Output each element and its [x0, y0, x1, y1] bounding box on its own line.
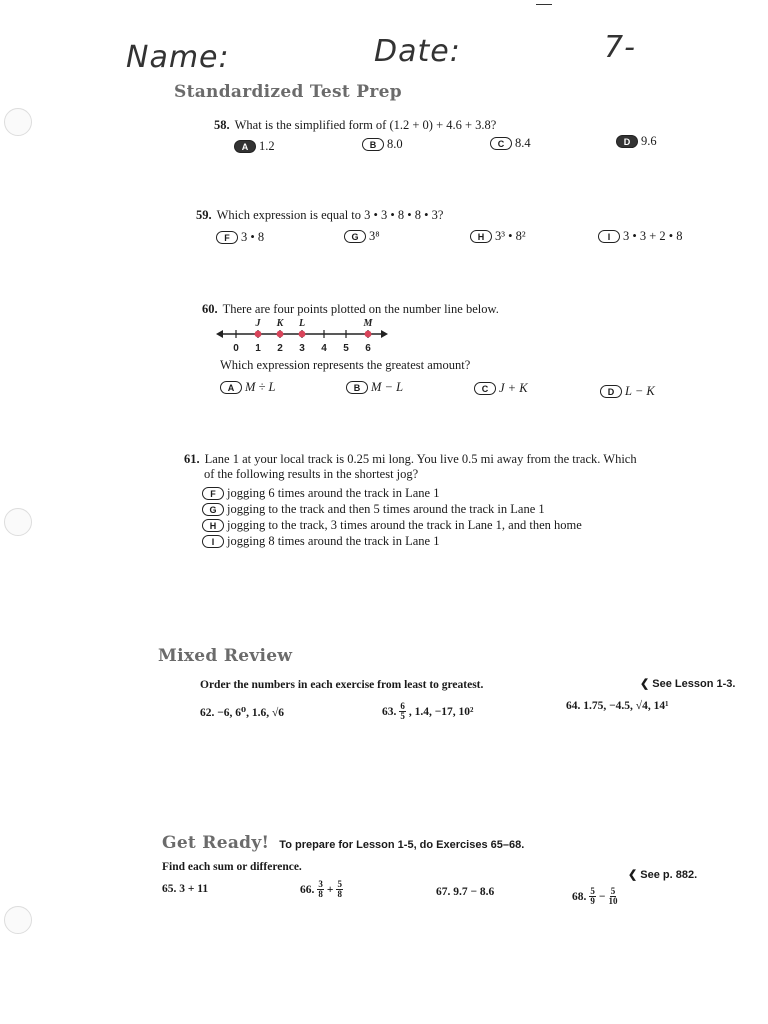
answer-bubble[interactable]: B — [346, 381, 368, 394]
binder-hole-middle — [4, 508, 32, 536]
fraction-b: $\frac{5}{8}$ — [337, 879, 342, 899]
tick-label: 3 — [299, 343, 305, 354]
exercise-number: 67. — [436, 886, 451, 898]
tick-label: 4 — [321, 343, 327, 354]
question-text: Which expression is equal to 3 • 3 • 8 • 8 • 3? — [216, 208, 444, 222]
mixed-review-instruction: Order the numbers in each exercise from least to greatest. — [200, 679, 484, 691]
answer-text: jogging to the track and then 5 times around the track in Lane 1 — [227, 502, 545, 516]
exercise-number: 63. — [382, 705, 397, 718]
plotted-point — [277, 331, 284, 338]
see-page-link[interactable] — [628, 868, 697, 881]
point-label: M — [363, 318, 373, 329]
exercise-66 — [300, 880, 344, 899]
exercise-text: 3 + 11 — [179, 883, 209, 895]
answer-59-i[interactable] — [598, 229, 683, 244]
answer-text: M − L — [371, 380, 404, 394]
question-number: 61. — [184, 452, 200, 466]
exercise-text: 9.7 − 8.6 — [453, 886, 495, 898]
answer-61-i[interactable] — [202, 534, 439, 549]
answer-bubble[interactable]: B — [362, 138, 384, 151]
point-label: K — [276, 318, 284, 329]
answer-58-c[interactable] — [490, 136, 531, 151]
arrow-left-icon: ❮ — [640, 678, 653, 690]
answer-text: jogging 8 times around the track in Lane 1 — [227, 534, 440, 548]
answer-bubble[interactable]: G — [202, 503, 224, 516]
exercise-64 — [566, 700, 669, 712]
answer-text: 8.0 — [387, 137, 403, 151]
plotted-point — [365, 331, 372, 338]
question-61 — [184, 452, 637, 467]
question-58 — [214, 118, 496, 133]
answer-text: J + K — [499, 381, 528, 395]
question-text-line1: Lane 1 at your local track is 0.25 mi long. You live 0.5 mi away from the track. Which — [204, 452, 637, 466]
answer-text: 8.4 — [515, 136, 531, 150]
exercise-number: 68. — [572, 890, 587, 903]
fraction-a: $\frac{5}{9}$ — [590, 886, 595, 906]
exercise-62 — [200, 705, 284, 719]
section-title-mixed-review: Mixed Review — [158, 646, 293, 666]
answer-bubble[interactable]: D — [616, 135, 638, 148]
answer-bubble[interactable]: C — [474, 382, 496, 395]
see-lesson-link[interactable] — [640, 677, 735, 690]
answer-text: jogging 6 times around the track in Lane 1 — [227, 486, 440, 500]
question-number: 58. — [214, 118, 230, 132]
answer-text: 9.6 — [641, 134, 657, 148]
question-59 — [196, 208, 443, 223]
name-label: Name: — [126, 40, 230, 75]
answer-59-h[interactable] — [470, 229, 526, 244]
question-text: There are four points plotted on the number line below. — [222, 302, 499, 316]
arrow-right-icon — [381, 330, 388, 338]
answer-bubble[interactable]: H — [470, 230, 492, 243]
question-60-subtext: Which expression represents the greatest amount? — [220, 358, 471, 372]
exercise-number: 65. — [162, 883, 177, 895]
exercise-text: −6, 6⁰, 1.6, √6 — [217, 707, 285, 719]
exercise-text: 1.75, −4.5, √4, 14¹ — [583, 700, 669, 712]
answer-60-b[interactable] — [346, 380, 403, 395]
section-title-standardized: Standardized Test Prep — [174, 82, 402, 102]
answer-58-d[interactable] — [616, 134, 657, 149]
answer-60-a[interactable] — [220, 380, 275, 395]
exercise-number: 62. — [200, 707, 215, 719]
exercise-text: , 1.4, −17, 10² — [408, 705, 474, 718]
tick-label: 1 — [255, 343, 261, 354]
stray-mark — [536, 4, 552, 5]
arrow-left-icon — [216, 330, 223, 338]
tick-label: 6 — [365, 343, 371, 354]
arrow-left-icon: ❮ — [628, 869, 641, 881]
answer-bubble[interactable]: A — [220, 381, 242, 394]
point-label: J — [255, 318, 261, 329]
answer-bubble[interactable]: F — [216, 231, 238, 244]
exercise-63 — [382, 702, 474, 721]
answer-61-f[interactable] — [202, 486, 439, 501]
point-label: L — [298, 318, 306, 329]
answer-58-a[interactable] — [234, 139, 275, 154]
tick-label: 2 — [277, 343, 283, 354]
answer-text: L − K — [625, 384, 655, 398]
fraction: $\frac{6}{5}$ — [400, 701, 405, 721]
date-label: Date: — [374, 34, 461, 69]
see-lesson-text: See Lesson 1-3. — [652, 678, 736, 690]
answer-bubble[interactable]: F — [202, 487, 224, 500]
answer-60-c[interactable] — [474, 381, 528, 396]
exercise-number: 66. — [300, 883, 315, 896]
question-text: What is the simplified form of (1.2 + 0) + 4.6 + 3.8? — [234, 118, 497, 132]
operator: − — [598, 890, 606, 903]
exercise-number: 64. — [566, 700, 581, 712]
answer-bubble[interactable]: C — [490, 137, 512, 150]
answer-61-h[interactable] — [202, 518, 582, 533]
answer-text: M ÷ L — [245, 380, 276, 394]
number-line — [214, 314, 394, 356]
question-number: 59. — [196, 208, 212, 222]
answer-text: 3³ • 8² — [495, 229, 526, 243]
exercise-67 — [436, 886, 494, 898]
section-title-get-ready: Get Ready! — [162, 833, 270, 853]
answer-bubble[interactable]: I — [598, 230, 620, 243]
number-line-group — [216, 318, 388, 354]
plotted-point — [255, 331, 262, 338]
binder-hole-top — [4, 108, 32, 136]
answer-bubble[interactable]: G — [344, 230, 366, 243]
answer-61-g[interactable] — [202, 502, 545, 517]
tick-label: 0 — [233, 343, 239, 354]
answer-bubble[interactable]: I — [202, 535, 224, 548]
answer-text: 1.2 — [259, 139, 275, 153]
operator: + — [326, 883, 334, 896]
fraction-a: $\frac{3}{8}$ — [318, 879, 323, 899]
get-ready-header — [162, 833, 524, 853]
answer-bubble[interactable]: D — [600, 385, 622, 398]
binder-hole-bottom — [4, 906, 32, 934]
answer-text: 3⁸ — [369, 229, 380, 243]
answer-58-b[interactable] — [362, 137, 403, 152]
answer-text: jogging to the track, 3 times around the track in Lane 1, and then home — [227, 518, 582, 532]
answer-59-f[interactable] — [216, 230, 264, 245]
period-label: 7- — [604, 30, 636, 65]
get-ready-instruction: Find each sum or difference. — [162, 861, 302, 873]
fraction-b: $\frac{5}{10}$ — [608, 886, 618, 906]
question-number: 60. — [202, 302, 218, 316]
get-ready-subtitle: To prepare for Lesson 1-5, do Exercises 65–68. — [279, 839, 525, 851]
answer-59-g[interactable] — [344, 229, 380, 244]
answer-text: 3 • 8 — [241, 230, 265, 244]
question-61-line2: of the following results in the shortest jog? — [204, 467, 419, 481]
see-page-text: See p. 882. — [640, 869, 698, 881]
tick-label: 5 — [343, 343, 349, 354]
exercise-65 — [162, 883, 208, 895]
answer-text: 3 • 3 + 2 • 8 — [623, 229, 683, 243]
answer-bubble[interactable]: H — [202, 519, 224, 532]
answer-60-d[interactable] — [600, 384, 655, 399]
answer-bubble[interactable]: A — [234, 140, 256, 153]
plotted-point — [299, 331, 306, 338]
exercise-68 — [572, 887, 618, 906]
